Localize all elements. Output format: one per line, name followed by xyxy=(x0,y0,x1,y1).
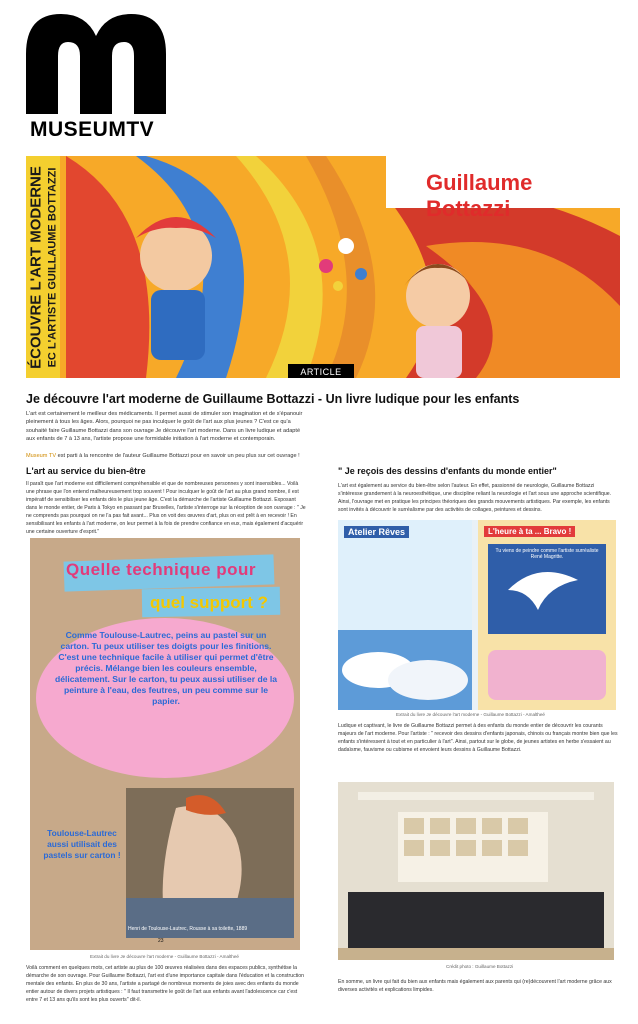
intro-2-text: est parti à la rencontre de l'auteur Guillaume Bottazzi pour en savoir un peu plus sur cet ouvrage ! xyxy=(56,453,300,459)
museumtv-link[interactable]: Museum TV xyxy=(26,453,57,459)
article-intro: L'art est certainement le meilleur des médicaments. Il permet aussi de stimuler son imagination et de s'épanouir pleinement à tous les âges. Alors, pourquoi ne pas inculquer le goût de l'art aux plus jeunes ? C'est ce qu'a souhaité faire Guillaume Bottazzi dans son ouvrage Je découvre l'art moderne. Dans un livre ludique et adapté aux enfants de 7 à 13 ans, l'artiste propose une formidable initiation à l'art moderne et contemporain. xyxy=(26,411,303,443)
painting-image xyxy=(126,788,294,938)
painting-caption: Henri de Toulouse-Lautrec, Rousse à sa toilette, 1889 xyxy=(128,926,248,932)
left-paragraph: Il paraît que l'art moderne est difficilement compréhensible et que de nombreuses personnes y sont insensibles... Voilà une phrase que l'on entend malheureusement trop souvent ! Pour inculquer le goût de l'art au plus grand nombre, il est impératif de sensibiliser les enfants dès le plus jeune âge. C'est la démarche de l'artiste Guillaume Bottazzi. Exposant dans le monde entier, de Paris à Tokyo en passant par Bruxelles, l'artiste s'interroge sur la réception de son ouvrage : " Je ne comprends pas pourquoi on ne l'a pas fait avant... Plus on voit des œuvres d'art, plus on est prêt à en recevoir ! En sensibilisant les enfants à l'art moderne, on leur permet à la fois de prendre confiance en eux, mais également d'acquérir une certaine ouverture d'esprit." xyxy=(26,481,306,535)
article-intro-2 xyxy=(26,452,306,460)
lautrec-painting xyxy=(126,788,294,938)
book-page-poster xyxy=(30,538,300,950)
speech-bubble-text: Comme Toulouse-Lautrec, peins au pastel sur un carton. Tu peux utiliser tes doigts pour les finitions. C'est une technique facile à utiliser qui permet d'être précis. Mélange bien les couleurs ensemble, délicatement. Sur le carton, tu peux aussi utiliser de la peinture à l'eau, des feutres, un peu comme sur le papier. xyxy=(54,630,278,706)
photo-caption: Crédit photo : Guillaume Bottazzi xyxy=(446,964,514,969)
children-class-photo xyxy=(338,782,614,960)
article-headline: Je découvre l'art moderne de Guillaume Bottazzi - Un livre ludique pour les enfants xyxy=(26,392,520,406)
book-spine-text xyxy=(28,163,59,373)
collage-left-title: Atelier Rêves xyxy=(344,526,409,538)
spine-line-2: EC L'ARTISTE GUILLAUME BOTTAZZI xyxy=(46,167,59,368)
spine-line-1: ÉCOUVRE L'ART MODERNE xyxy=(27,166,45,369)
collage-right-title: L'heure à ta ... Bravo ! xyxy=(484,526,575,537)
left-paragraph-2: Voilà comment en quelques mots, cet artiste au plus de 100 œuvres réalisées dans des espaces publics, synthétise la démarche de son ouvrage. Pour Guillaume Bottazzi, l'art est d'une importance capitale dans l'éducation et la construction mentale des enfants. En plus de 30 ans, l'artiste a partagé de nombreux moments de joies avec des enfants du monde entier autour de divers projets artistiques : " Il faut transmettre le goût de l'art aux enfants avant l'adolescence car c'est entre 7 et 13 ans qu'ils sont les plus ouverts" dit-il. xyxy=(26,965,305,1003)
right-paragraph-2: Ludique et captivant, le livre de Guillaume Bottazzi permet à des enfants du monde entier de découvrir les courants majeurs de l'art moderne. Pour l'artiste : " recevoir des dessins d'enfants japonais, chinois ou français montre bien que les enfants s'intéressent à tout et en particulier à l'art". Ainsi, partout sur le globe, de jeunes artistes en herbe s'essaient au dadaïsme, fauvisme ou cubisme et envoient leurs dessins à Guillaume Bottazzi. xyxy=(338,723,618,753)
collage-right-subtitle: Tu viens de peindre comme l'artiste surréaliste René Magritte. xyxy=(495,548,599,560)
article-tag[interactable]: ARTICLE xyxy=(288,364,354,378)
book-collage-image xyxy=(338,520,616,710)
right-section-title: " Je reçois des dessins d'enfants du monde entier" xyxy=(338,466,557,476)
m-logo-icon xyxy=(26,14,166,114)
hero-banner xyxy=(26,156,620,378)
poster-title-1: Quelle technique pour xyxy=(66,560,256,579)
right-paragraph-3: En somme, un livre qui fait du bien aux enfants mais également aux parents qui (re)découvrent l'art moderne grâce aux diverses activités et explications limpides. xyxy=(338,979,612,993)
right-paragraph: L'art est également au service du bien-être selon l'auteur. En effet, passionné de neurologie, Guillaume Bottazzi s'intéresse grandement à la neuroesthétique, une discipline reliant la neurologie et l'art sous une approche scientifique. Ainsi, l'ouvrage met en pratique les principes théoriques des grands mouvements artistiques. Par exemple, les enfants sont invités à découvrir le surréalisme par des activités de collages, peintures et dessins. xyxy=(338,483,612,513)
poster-caption: Extrait du livre Je découvre l'art moderne - Guillaume Bottazzi - Amaltheé xyxy=(90,954,239,959)
poster-side-text: Toulouse-Lautrec aussi utilisait des pastels sur carton ! xyxy=(43,828,121,860)
class-photo-image xyxy=(338,782,614,960)
left-section-title: L'art au service du bien-être xyxy=(26,466,146,476)
page-number: 23 xyxy=(158,938,164,944)
logo-wordmark: MUSEUMTV xyxy=(30,118,155,141)
collage-caption: Extrait du livre Je découvre l'art moderne - Guillaume Bottazzi - Amaltheé xyxy=(396,712,545,717)
poster-title-2: quel support ? xyxy=(150,593,269,612)
hero-title: Guillaume Bottazzi xyxy=(426,170,533,221)
museumtv-logo[interactable] xyxy=(26,14,166,146)
